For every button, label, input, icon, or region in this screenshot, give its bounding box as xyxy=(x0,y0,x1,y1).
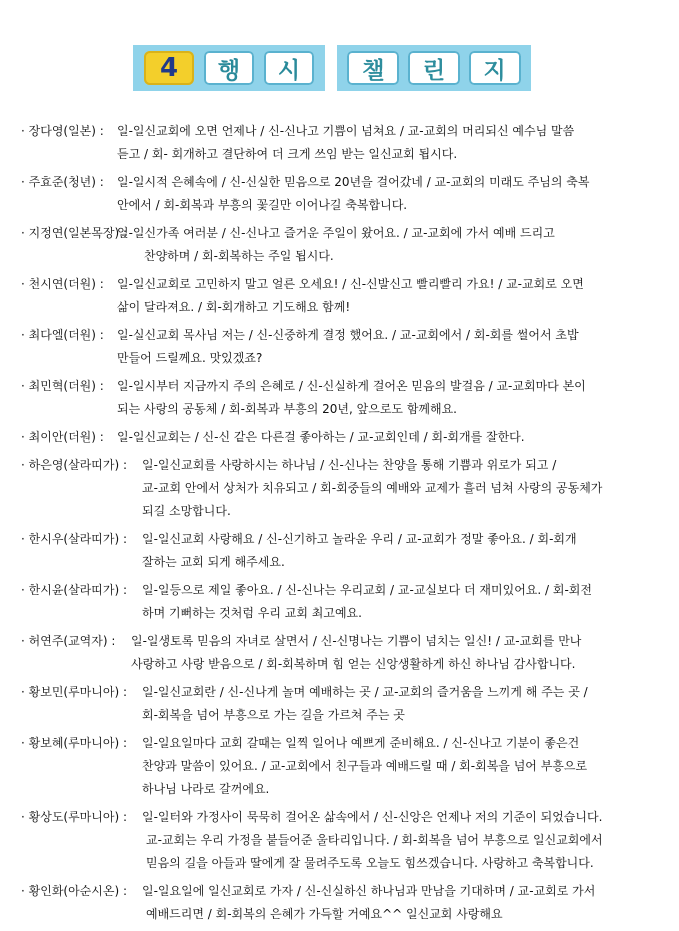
entry-line: 일-일신가족 여러분 / 신-신나고 즐거운 주일이 왔어요. / 교-교회에 가서 예배 드리고 xyxy=(117,226,555,240)
entry-author: · 주효준(청년) : xyxy=(21,175,104,189)
entry-author: · 하은영(살라띠가) : xyxy=(21,458,127,472)
entry-author: · 한시윤(살라띠가) : xyxy=(21,583,127,597)
entry-line: 되길 소망합니다. xyxy=(142,504,231,518)
entry-line: 일-실신교회 목사님 저는 / 신-신중하게 결정 했어요. / 교-교회에서 / 회-회를 썰어서 초밥 xyxy=(117,328,579,342)
entry-line: 일-일신교회를 사랑하시는 하나님 / 신-신나는 찬양을 통해 기쁨과 위로가 되고 / xyxy=(142,458,557,472)
entry-item xyxy=(0,222,679,268)
entry-line: 안에서 / 회-회복과 부흥의 꽃길만 이어나길 축복합니다. xyxy=(117,198,408,212)
entry-line: 듣고 / 회- 회개하고 결단하여 더 크게 쓰임 받는 일신교회 됩시다. xyxy=(117,147,458,161)
entry-line: 일-일요일에 일신교회로 가자 / 신-신실하신 하나님과 만남을 기대하며 / 교-교회로 가서 xyxy=(142,884,596,898)
entry-item xyxy=(0,375,679,421)
entry-item xyxy=(0,324,679,370)
entry-line: 찬양하며 / 회-회복하는 주일 됩시다. xyxy=(144,249,334,263)
title-banner-left xyxy=(133,45,325,91)
entry-line: 일-일시적 은혜속에 / 신-신실한 믿음으로 20년을 걸어갔네 / 교-교회의 미래도 주님의 축복 xyxy=(117,175,590,189)
entry-item xyxy=(0,681,679,727)
entry-line: 일-일신교회에 오면 언제나 / 신-신나고 기쁨이 넘쳐요 / 교-교회의 머리되신 예수님 말씀 xyxy=(117,124,575,138)
entry-item xyxy=(0,880,679,926)
entry-line: 하며 기뻐하는 것처럼 우리 교회 최고예요. xyxy=(142,606,362,620)
entry-line: 일-일신교회는 / 신-신 같은 다른걸 좋아하는 / 교-교회인데 / 회-회개를 잘한다. xyxy=(117,430,525,444)
entry-line: 믿음의 길을 아들과 딸에게 잘 물려주도록 오늘도 힘쓰겠습니다. 사랑하고 축복합니다. xyxy=(146,856,594,870)
entry-author: · 지정연(일본목장) : xyxy=(21,226,127,240)
entry-line: 잘하는 교회 되게 해주세요. xyxy=(142,555,285,569)
entry-item xyxy=(0,171,679,217)
entry-author: · 황보혜(루마니아) : xyxy=(21,736,127,750)
title-banner-right xyxy=(337,45,531,91)
entry-line: 일-일시부터 지금까지 주의 은혜로 / 신-신실하게 걸어온 믿음의 발걸음 / 교-교회마다 본이 xyxy=(117,379,586,393)
entry-line: 예배드리면 / 회-회복의 은혜가 가득할 거예요^^ 일신교회 사랑해요 xyxy=(146,907,503,921)
title-tile-number: 4 xyxy=(144,51,194,85)
entry-author: · 황보민(루마니아) : xyxy=(21,685,127,699)
entry-author: · 황인화(아순시온) : xyxy=(21,884,127,898)
entry-line: 일-일신교회로 고민하지 말고 얼른 오세요! / 신-신발신고 빨리빨리 가요! / 교-교회로 오면 xyxy=(117,277,584,291)
entry-item xyxy=(0,732,679,801)
entry-line: 회-회복을 넘어 부흥으로 가는 길을 가르쳐 주는 곳 xyxy=(142,708,405,722)
entry-author: · 최민혁(더원) : xyxy=(21,379,104,393)
entry-line: 찬양과 말씀이 있어요. / 교-교회에서 친구들과 예배드릴 때 / 회-회복을 넘어 부흥으로 xyxy=(142,759,588,773)
title-tile: 행 xyxy=(204,51,254,85)
entry-line: 만들어 드릴께요. 맛있겠죠? xyxy=(117,351,263,365)
title-tile: 지 xyxy=(469,51,521,85)
entry-item xyxy=(0,579,679,625)
entry-item xyxy=(0,630,679,676)
entry-item xyxy=(0,426,679,449)
entry-author: · 장다영(일본) : xyxy=(21,124,104,138)
entry-line: 일-일등으로 제일 좋아요. / 신-신나는 우리교회 / 교-교실보다 더 재미있어요. / 회-회전 xyxy=(142,583,592,597)
entry-item xyxy=(0,806,679,875)
entry-line: 일-일터와 가정사이 묵묵히 걸어온 삶속에서 / 신-신앙은 언제나 저의 기준이 되었습니다. xyxy=(142,810,603,824)
entry-line: 일-일생토록 믿음의 자녀로 살면서 / 신-신명나는 기쁨이 넘치는 일신! / 교-교회를 만나 xyxy=(131,634,582,648)
entry-author: · 최이안(더원) : xyxy=(21,430,104,444)
title-tile: 린 xyxy=(408,51,460,85)
entry-author: · 허연주(교역자) : xyxy=(21,634,116,648)
entry-line: 일-일신교회 사랑해요 / 신-신기하고 놀라운 우리 / 교-교회가 정말 좋아요. / 회-회개 xyxy=(142,532,577,546)
entry-author: · 천시연(더원) : xyxy=(21,277,104,291)
entry-author: · 황상도(루마니아) : xyxy=(21,810,127,824)
entry-item xyxy=(0,273,679,319)
entry-author: · 최다엘(더원) : xyxy=(21,328,104,342)
title-tile: 시 xyxy=(264,51,314,85)
title-tile: 챌 xyxy=(347,51,399,85)
entry-item xyxy=(0,528,679,574)
entry-line: 교-교회 안에서 상처가 치유되고 / 회-회중들의 예배와 교제가 흘러 넘쳐 사랑의 공동체가 xyxy=(142,481,603,495)
entry-list xyxy=(0,120,679,931)
entry-line: 삶이 달라져요. / 회-회개하고 기도해요 함께! xyxy=(117,300,351,314)
entry-line: 하나님 나라로 갈꺼에요. xyxy=(142,782,270,796)
entry-line: 일-일신교회란 / 신-신나게 놀며 예배하는 곳 / 교-교회의 즐거움을 느끼게 해 주는 곳 / xyxy=(142,685,588,699)
entry-line: 일-일요일마다 교회 갈때는 일찍 일어나 예쁘게 준비해요. / 신-신나고 기분이 좋은건 xyxy=(142,736,580,750)
entry-line: 사랑하고 사랑 받음으로 / 회-회복하며 힘 얻는 신앙생활하게 하신 하나님 감사합니다. xyxy=(131,657,576,671)
entry-author: · 한시우(살라띠가) : xyxy=(21,532,127,546)
entry-item xyxy=(0,454,679,523)
entry-line: 교-교회는 우리 가정을 붙들어준 울타리입니다. / 회-회복을 넘어 부흥으로 일신교회에서 xyxy=(146,833,603,847)
entry-line: 되는 사랑의 공동체 / 회-회복과 부흥의 20년, 앞으로도 함께해요. xyxy=(117,402,457,416)
entry-item xyxy=(0,120,679,166)
